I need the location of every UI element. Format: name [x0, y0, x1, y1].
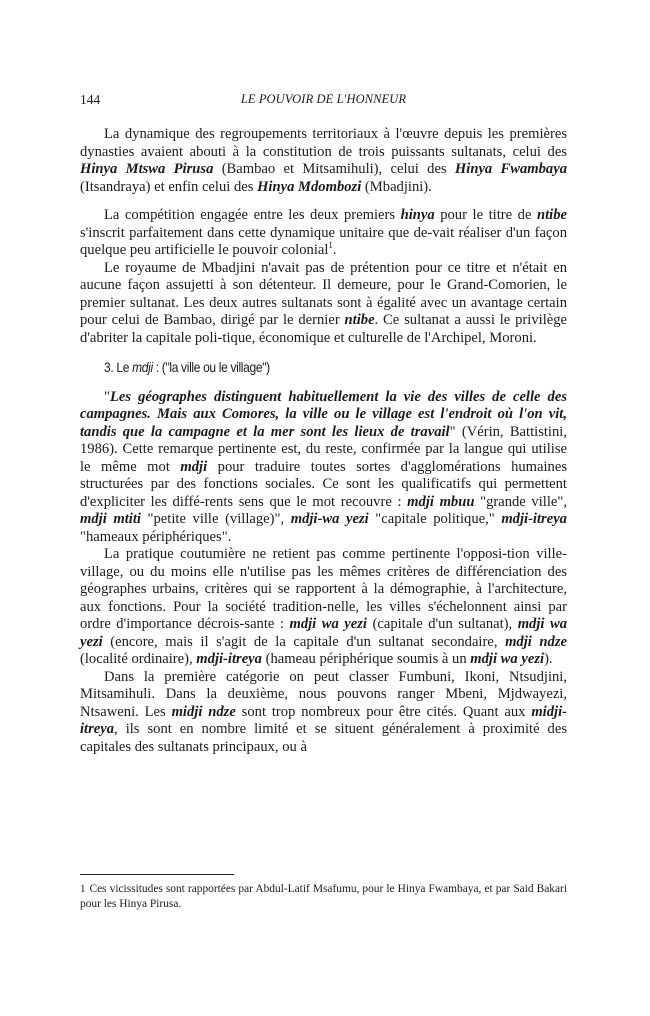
- page-body: [80, 126, 567, 756]
- quotation: Les géographes distinguent habituellement la vie des villes de celle des campagnes. Mais aux Comores, la ville ou le village est l'endroit où l'on vit, tandis que la campagne et la mer sont les lieux de travail: [80, 388, 567, 440]
- section-heading: 3. Le mdji : ("la ville ou le village"): [104, 359, 270, 375]
- paragraph-categories: Dans la première catégorie on peut classer Fumbuni, Ikoni, Ntsudjini, Mitsamihuli. Dans la deuxième, nous pouvons ranger Mbeni, Mjdwayezi, Ntsaweni. Les midji ndze sont trop nombreux pour être cités. Quant aux midji-itreya, ils sont en nombre limité et se situent généralement à proximité des capitales des sultanats principaux, ou à: [80, 668, 568, 755]
- paragraph-mbadjini: Le royaume de Mbadjini n'avait pas de prétention pour ce titre et n'était en aucune façon assujetti à son détenteur. Il demeure, pour le Grand-Comorien, le premier sultanat. Les deux autres sultanats sont à égalité avec un avantage certain pour celui de Bambao, dirigé par le dernier ntibe. Ce sultanat a aussi le privilège d'abriter la capitale poli-tique, économique et culturelle de l'Archipel, Moroni.: [80, 259, 567, 346]
- footnote: [80, 882, 567, 912]
- page-header: [80, 92, 567, 110]
- paragraph-quote: "Les géographes distinguent habituellement la vie des villes de celle des campagnes. Mais aux Comores, la ville ou le village est l'endroit où l'on vit, tandis que la campagne et la mer sont les lieux de travail" (Vérin, Battistini, 1986). Cette remarque pertinente est, du reste, confirmée par la langue qui utilise le même mot mdji pour traduire toutes sortes d'agglomérations humaines structurées par des fonctions sociales. Ce sont les qualificatifs qui permettent d'expliciter les diffé-rents sens que le mot recouvre : mdji mbuu "grande ville", mdji mtiti "petite ville (village)", mdji-wa yezi "capitale politique," mdji-itreya "hameaux périphériques".: [80, 388, 567, 545]
- page-number: 144: [80, 92, 101, 107]
- footnote-text: Ces vicissitudes sont rapportées par Abdul-Latif Msafumu, pour le Hinya Fwambaya, et par Said Bakari pour les Hinya Pirusa.: [80, 883, 567, 910]
- paragraph-competition: La compétition engagée entre les deux premiers hinya pour le titre de ntibe s'inscrit parfaitement dans cette dynamique unitaire que de-vait réaliser d'un façon quelque peu artificielle le pouvoir colonial$^1$.: [80, 207, 567, 258]
- footnote-mark: 1: [80, 883, 86, 895]
- paragraph-sultanates: La dynamique des regroupements territoriaux à l'œuvre depuis les premières dynasties avaient abouti à la constitution de trois puissants sultanats, celui des Hinya Mtswa Pirusa (Bambao et Mitsamihuli), celui des Hinya Fwambaya (Itsandraya) et enfin celui des Hinya Mdombozi (Mbadjini).: [80, 126, 568, 195]
- footnote-reference: 1: [328, 240, 333, 251]
- running-title: LE POUVOIR DE L'HONNEUR: [240, 92, 407, 106]
- footnote-divider: [80, 874, 234, 875]
- paragraph-customary-practice: La pratique coutumière ne retient pas comme pertinente l'opposi-tion ville-village, ou du moins elle n'utilise pas les mêmes critères de différenciation des géographes urbains, critères qui se rapportent à la démographie, à l'architecture, aux fonctions. Pour la société tradition-nelle, les villes s'échelonnent ainsi par ordre d'importance décrois-sante : mdji wa yezi (capitale d'un sultanat), mdji wa yezi (encore, mais il s'agit de la capitale d'un sultanat secondaire, mdji ndze (localité ordinaire), mdji-itreya (hameau périphérique soumis à un mdji wa yezi).: [80, 546, 568, 667]
